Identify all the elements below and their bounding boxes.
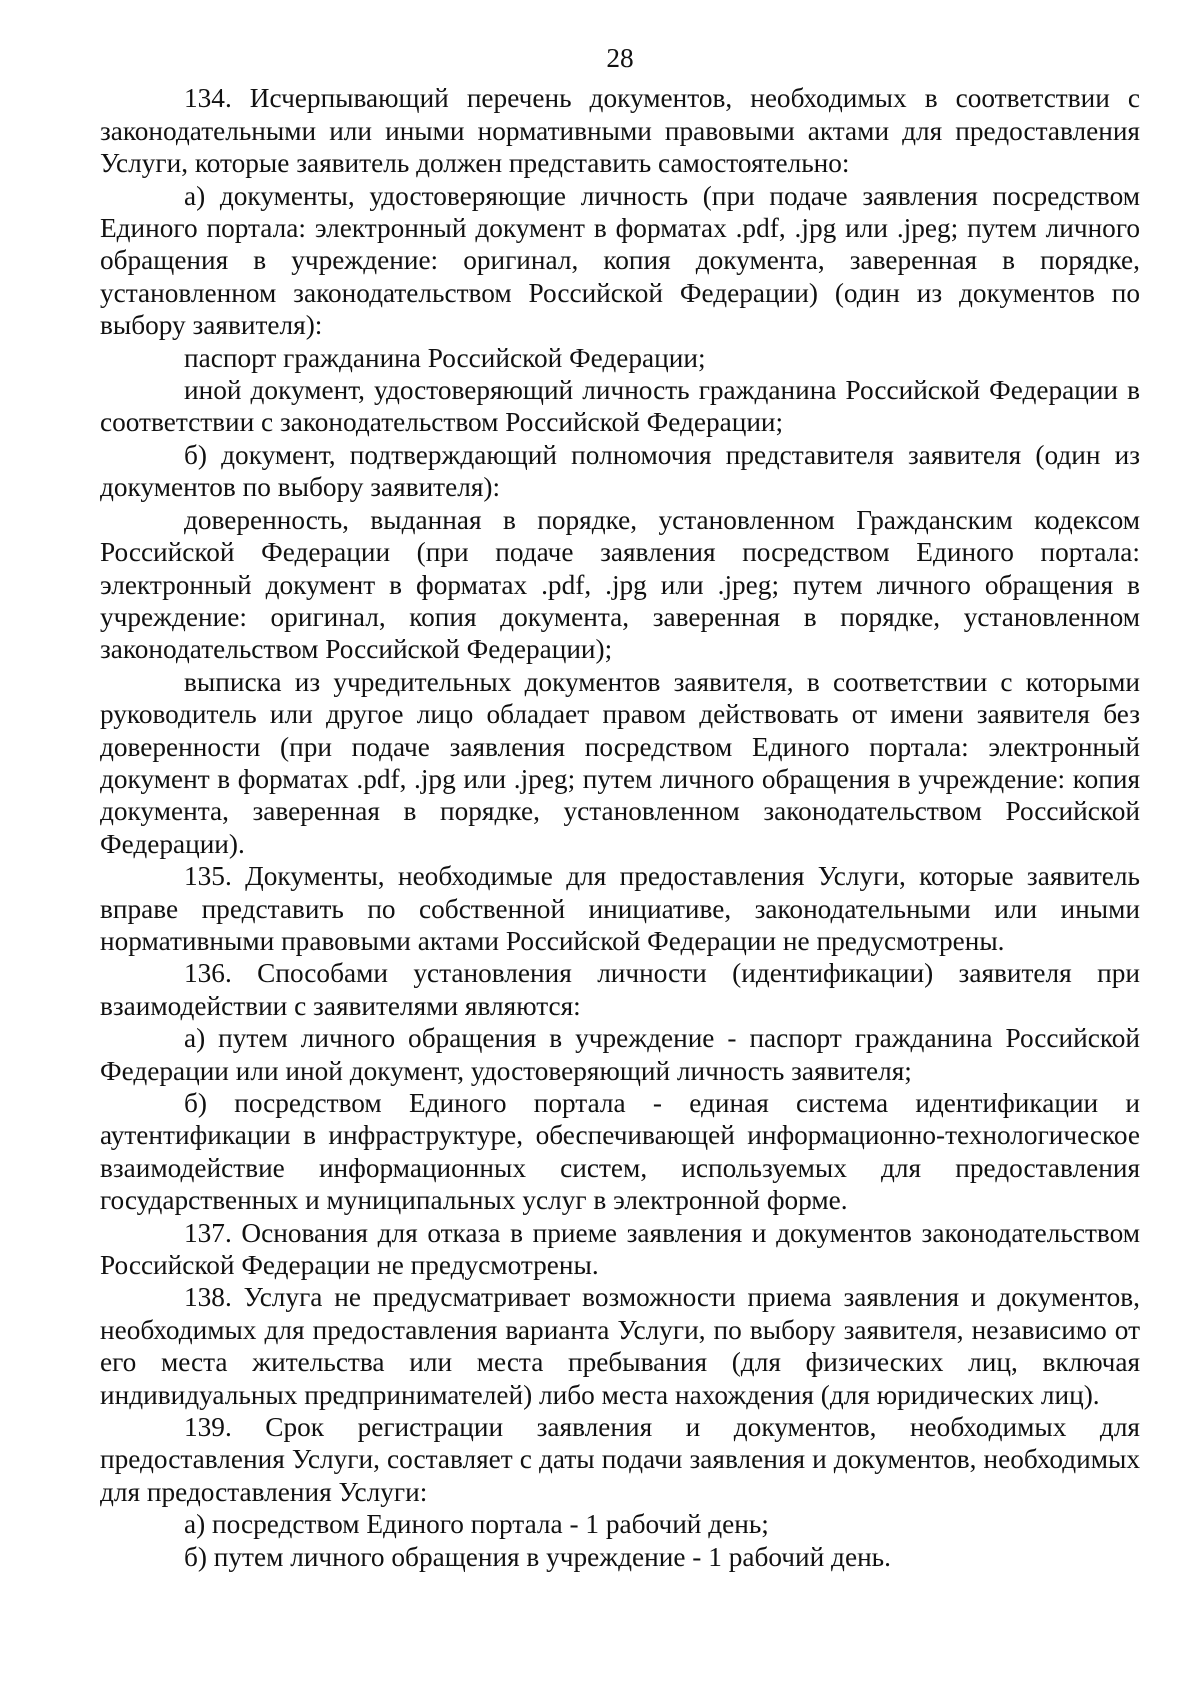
paragraph-passport: паспорт гражданина Российской Федерации; (184, 342, 706, 373)
paragraph-136-b: б) посредством Единого портала - единая система идентификации и аутентификации в инфраструктуре, обеспечивающей информационно-технологическое взаимодействие информационных систем, используемых для предоставления государственных и муниципальных услуг в электронной форме. (100, 1088, 1140, 1216)
paragraph-136: 136. Способами установления личности (идентификации) заявителя при взаимодействии с заявителями являются: (100, 958, 1140, 1021)
paragraph-136-a: а) путем личного обращения в учреждение - паспорт гражданина Российской Федерации или иной документ, удостоверяющий личность заявителя; (100, 1023, 1140, 1086)
paragraph-134-a: а) документы, удостоверяющие личность (при подаче заявления посредством Единого портала: электронный документ в форматах .pdf, .jpg или .jpeg; путем личного обращения в учреждение: оригинал, копия документа, заверенная в порядке, установленном законодательством Российской Федерации) (один из документов по выбору заявителя): (100, 180, 1140, 341)
paragraph-139: 139. Срок регистрации заявления и документов, необходимых для предоставления Услуги, составляет с даты подачи заявления и документов, необходимых для предоставления Услуги: (100, 1412, 1140, 1507)
paragraph-138: 138. Услуга не предусматривает возможности приема заявления и документов, необходимых для предоставления варианта Услуги, по выбору заявителя, независимо от его места жительства или места пребывания (для физических лиц, включая индивидуальных предпринимателей) либо места нахождения (для юридических лиц). (100, 1282, 1140, 1410)
paragraph-139-b: б) путем личного обращения в учреждение - 1 рабочий день. (184, 1541, 891, 1572)
paragraph-135: 135. Документы, необходимые для предоставления Услуги, которые заявитель вправе представить по собственной инициативе, законодательными или иными нормативными правовыми актами Российской Федерации не предусмотрены. (100, 861, 1140, 956)
paragraph-extract: выписка из учредительных документов заявителя, в соответствии с которыми руководитель или другое лицо обладает правом действовать от имени заявителя без доверенности (при подаче заявления посредством Единого портала: электронный документ в форматах .pdf, .jpg или .jpeg; путем личного обращения в учреждение: копия документа, заверенная в порядке, установленном законодательством Российской Федерации). (100, 666, 1140, 859)
paragraph-other-id: иной документ, удостоверяющий личность гражданина Российской Федерации в соответствии с законодательством Российской Федерации; (100, 375, 1140, 438)
paragraph-134-b: б) документ, подтверждающий полномочия представителя заявителя (один из документов по выбору заявителя): (100, 439, 1140, 503)
paragraph-139-a: а) посредством Единого портала - 1 рабочий день; (184, 1509, 769, 1540)
page-number: 28 (606, 43, 634, 73)
paragraph-power-of-attorney: доверенность, выданная в порядке, установленном Гражданским кодексом Российской Федерации (при подаче заявления посредством Единого портала: электронный документ в форматах .pdf, .jpg или .jpeg; путем личного обращения в учреждение: оригинал, копия документа, заверенная в порядке, установленном законодательством Российской Федерации); (100, 504, 1140, 665)
document-page (100, 42, 1140, 1573)
paragraph-137: 137. Основания для отказа в приеме заявления и документов законодательством Российской Федерации не предусмотрены. (100, 1217, 1140, 1281)
paragraph-134: 134. Исчерпывающий перечень документов, необходимых в соответствии с законодательными или иными нормативными правовыми актами для предоставления Услуги, которые заявитель должен представить самостоятельно: (100, 83, 1140, 179)
